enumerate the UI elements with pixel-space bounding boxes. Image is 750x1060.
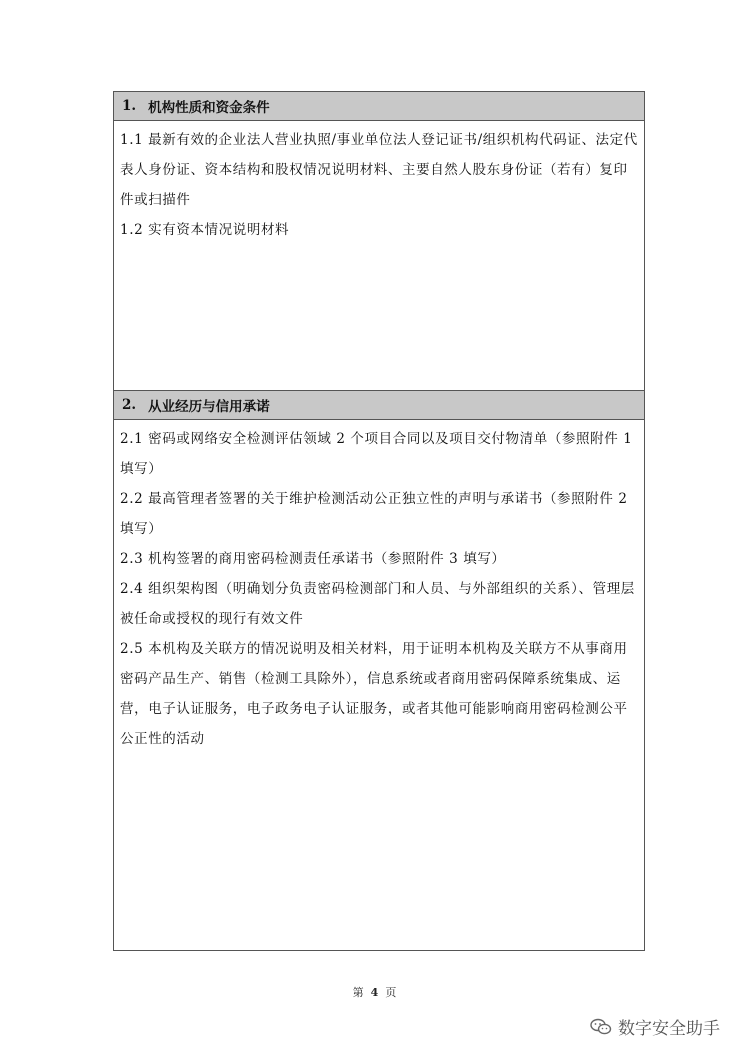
item-2-2: 2.2 最高管理者签署的关于维护检测活动公正独立性的声明与承诺书（参照附件 2 填写） — [120, 491, 628, 537]
item-1-2: 1.2 实有资本情况说明材料 — [120, 222, 290, 238]
wechat-icon — [590, 1018, 612, 1036]
section-1-number: 1. — [122, 98, 137, 114]
page-num: 4 — [370, 986, 380, 999]
section-1-header — [114, 92, 644, 121]
section-2-title: 从业经历与信用承诺 — [148, 399, 270, 415]
page-suffix: 页 — [385, 986, 398, 999]
page-prefix: 第 — [352, 986, 365, 999]
item-2-3: 2.3 机构签署的商用密码检测责任承诺书（参照附件 3 填写） — [120, 551, 506, 567]
requirements-table — [113, 91, 645, 951]
section-1-title: 机构性质和资金条件 — [148, 100, 270, 116]
item-1-1: 1.1 最新有效的企业法人营业执照/事业单位法人登记证书/组织机构代码证、法定代表人身份证、资本结构和股权情况说明材料、主要自然人股东身份证（若有）复印件或扫描件 — [120, 132, 638, 208]
section-2-header — [114, 391, 644, 420]
section-2-number: 2. — [122, 397, 137, 413]
item-2-5: 2.5 本机构及关联方的情况说明及相关材料，用于证明本机构及关联方不从事商用密码产品生产、销售（检测工具除外），信息系统或者商用密码保障系统集成、运营，电子认证服务，电子政务电子认证服务，或者其他可能影响商用密码检测公平公正性的活动 — [120, 641, 628, 747]
item-2-4: 2.4 组织架构图（明确划分负责密码检测部门和人员、与外部组织的关系）、管理层被任命或授权的现行有效文件 — [120, 581, 635, 627]
section-1-body — [114, 121, 644, 391]
page-number — [0, 984, 750, 1000]
watermark — [590, 1014, 720, 1039]
item-2-1: 2.1 密码或网络安全检测评估领域 2 个项目合同以及项目交付物清单（参照附件 1 填写） — [120, 431, 633, 477]
section-2-body — [114, 420, 644, 950]
watermark-text: 数字安全助手 — [618, 1019, 720, 1039]
